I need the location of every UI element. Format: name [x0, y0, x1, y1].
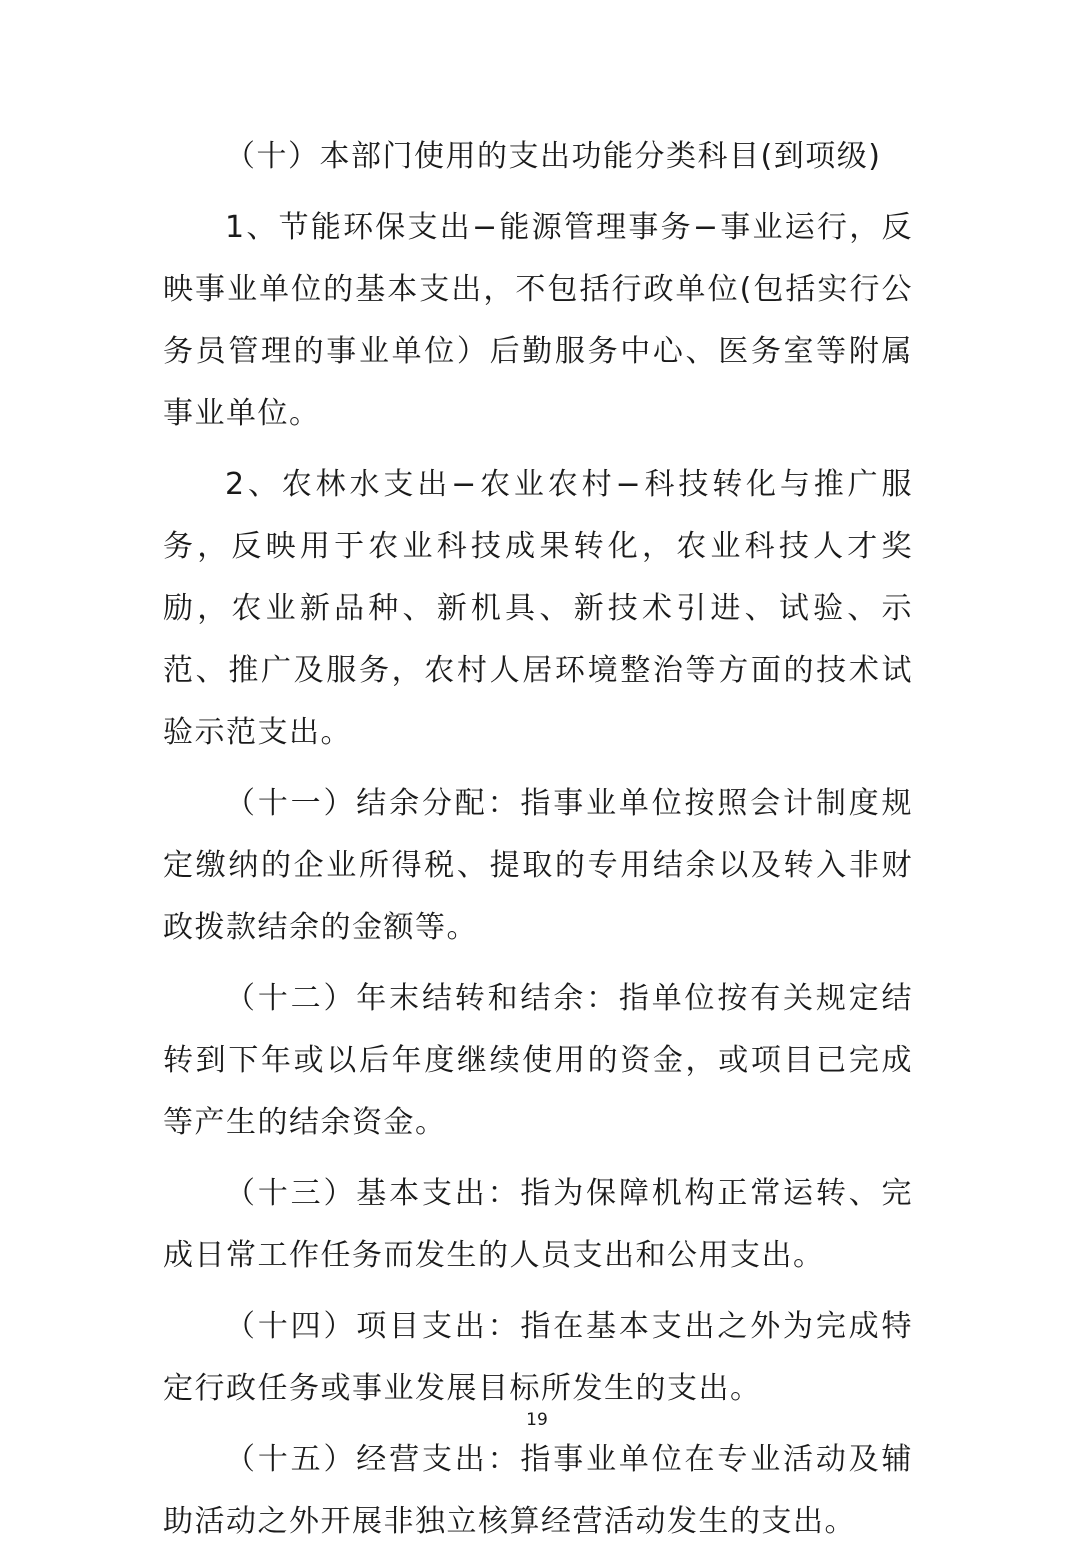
paragraph-section-11: （十一）结余分配：指事业单位按照会计制度规定缴纳的企业所得税、提取的专用结余以及转入非财政拨款结余的金额等。 — [163, 786, 913, 945]
page-number: 19 — [526, 1410, 548, 1430]
paragraph-item-1: 1、节能环保支出−能源管理事务−事业运行，反映事业单位的基本支出，不包括行政单位(包括实行公务员管理的事业单位）后勤服务中心、医务室等附属事业单位。 — [163, 210, 913, 431]
paragraph-section-13: （十三）基本支出：指为保障机构正常运转、完成日常工作任务而发生的人员支出和公用支出。 — [163, 1176, 913, 1273]
section-heading-10: （十）本部门使用的支出功能分类科目(到项级) — [225, 139, 882, 174]
paragraph-section-14: （十四）项目支出：指在基本支出之外为完成特定行政任务或事业发展目标所发生的支出。 — [163, 1309, 913, 1406]
document-body — [163, 126, 913, 1562]
paragraph-section-12: （十二）年末结转和结余：指单位按有关规定结转到下年或以后年度继续使用的资金，或项目已完成等产生的结余资金。 — [163, 981, 913, 1140]
paragraph-section-15: （十五）经营支出：指事业单位在专业活动及辅助活动之外开展非独立核算经营活动发生的支出。 — [163, 1442, 913, 1539]
paragraph-item-2: 2、农林水支出−农业农村−科技转化与推广服务，反映用于农业科技成果转化，农业科技人才奖励，农业新品种、新机具、新技术引进、试验、示范、推广及服务，农村人居环境整治等方面的技术试验示范支出。 — [163, 467, 913, 750]
